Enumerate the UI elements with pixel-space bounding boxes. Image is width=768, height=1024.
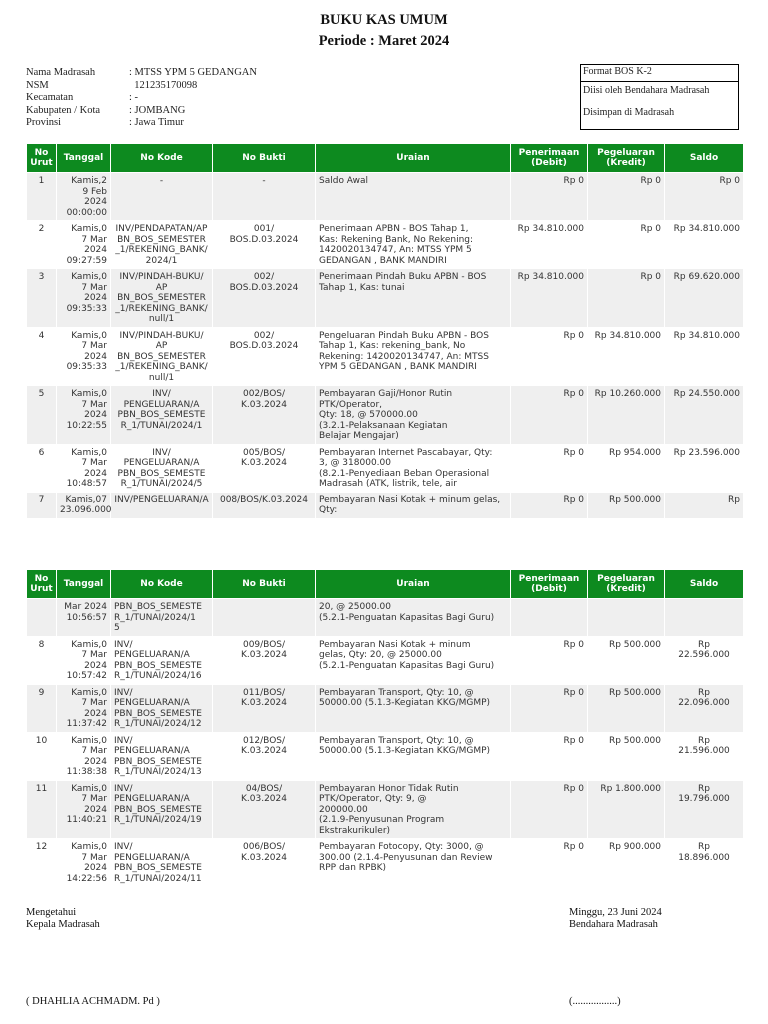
- table-row: [27, 173, 744, 221]
- row-credit: Rp 34.810.000: [588, 327, 665, 386]
- col-no-kode: No Kode: [111, 570, 213, 599]
- col-uraian: Uraian: [316, 144, 511, 173]
- col-no-kode: No Kode: [111, 144, 213, 173]
- row-description: Pembayaran Transport, Qty: 10, @ 50000.00 (5.1.3-Kegiatan KKG/MGMP): [316, 732, 511, 780]
- table-row: [27, 684, 744, 732]
- col-no-urut: No Urut: [27, 144, 57, 173]
- row-date: Kamis,0 7 Mar 2024 11:37:42: [57, 684, 111, 732]
- row-receipt: -: [213, 173, 316, 221]
- row-balance: Rp 0: [665, 173, 744, 221]
- row-receipt: 005/BOS/ K.03.2024: [213, 444, 316, 492]
- row-code: INV/ PENGELUARAN/A PBN_BOS_SEMESTE R_1/TUNAI/2024/5: [111, 444, 213, 492]
- info-value: : Jawa Timur: [129, 117, 184, 128]
- row-debit: Rp 0: [511, 780, 588, 839]
- row-credit: Rp 0: [588, 269, 665, 328]
- format-stored-at: Disimpan di Madrasah: [583, 107, 675, 118]
- col-pengeluaran: Pegeluaran (Kredit): [588, 144, 665, 173]
- table-row: [27, 327, 744, 386]
- info-label: Provinsi: [26, 117, 62, 128]
- table-header: [27, 570, 744, 599]
- row-code: INV/ PENGELUARAN/A PBN_BOS_SEMESTE R_1/TUNAI/2024/16: [111, 636, 213, 684]
- treasurer-label: Bendahara Madrasah: [569, 919, 658, 930]
- row-description: Pembayaran Fotocopy, Qty: 3000, @ 300.00 (2.1.4-Penyusunan dan Review RPP dan RPBK): [316, 839, 511, 887]
- row-number: 12: [27, 839, 57, 887]
- row-receipt: 008/BOS/K.03.2024: [213, 492, 316, 518]
- info-label: Kabupaten / Kota: [26, 104, 101, 116]
- row-debit: Rp 0: [511, 444, 588, 492]
- row-credit: Rp 0: [588, 221, 665, 269]
- sign-date: Minggu, 23 Juni 2024: [569, 907, 662, 918]
- info-value: : -: [129, 92, 139, 103]
- row-balance: Rp 24.550.000: [665, 386, 744, 445]
- cash-ledger-table-1: [26, 143, 744, 519]
- row-number: 7: [27, 492, 57, 518]
- info-label: Nama Madrasah: [26, 67, 96, 78]
- row-date: Mar 2024 10:56:57: [57, 599, 111, 637]
- info-label: Kecamatan: [26, 92, 74, 103]
- table-header: [27, 144, 744, 173]
- table-row: [27, 636, 744, 684]
- row-receipt: 002/ BOS.D.03.2024: [213, 269, 316, 328]
- col-tanggal: Tanggal: [57, 144, 111, 173]
- row-number: 11: [27, 780, 57, 839]
- row-date: Kamis,0 7 Mar 2024 10:22:55: [57, 386, 111, 445]
- table-row: [27, 732, 744, 780]
- row-code: INV/ PENGELUARAN/A PBN_BOS_SEMESTE R_1/TUNAI/2024/1: [111, 386, 213, 445]
- row-credit: Rp 500.000: [588, 732, 665, 780]
- row-credit: Rp 500.000: [588, 636, 665, 684]
- row-number: 8: [27, 636, 57, 684]
- row-debit: Rp 0: [511, 492, 588, 518]
- row-code: -: [111, 173, 213, 221]
- col-pengeluaran: Pegeluaran (Kredit): [588, 570, 665, 599]
- table-row: [27, 780, 744, 839]
- row-description: Penerimaan Pindah Buku APBN - BOS Tahap 1, Kas: tunai: [316, 269, 511, 328]
- row-number: 5: [27, 386, 57, 445]
- row-code: INV/ PENGELUARAN/A PBN_BOS_SEMESTE R_1/TUNAI/2024/11: [111, 839, 213, 887]
- row-balance: Rp 23.596.000: [665, 444, 744, 492]
- row-date: Kamis,0 7 Mar 2024 09:35:33: [57, 327, 111, 386]
- row-debit: Rp 0: [511, 386, 588, 445]
- row-credit: Rp 10.260.000: [588, 386, 665, 445]
- row-receipt: 001/ BOS.D.03.2024: [213, 221, 316, 269]
- row-debit: Rp 0: [511, 173, 588, 221]
- info-value: 121235170098: [129, 79, 198, 91]
- table-row: [27, 839, 744, 887]
- table-row: [27, 269, 744, 328]
- col-saldo: Saldo: [665, 570, 744, 599]
- row-receipt: 009/BOS/ K.03.2024: [213, 636, 316, 684]
- row-description: 20, @ 25000.00 (5.2.1-Penguatan Kapasitas Bagi Guru): [316, 599, 511, 637]
- principal-label: Kepala Madrasah: [26, 919, 100, 930]
- report-period: Periode : Maret 2024: [318, 33, 450, 49]
- row-balance: Rp 21.596.000: [665, 732, 744, 780]
- treasurer-name: (.................): [569, 996, 621, 1007]
- row-code: INV/PINDAH-BUKU/ AP BN_BOS_SEMESTER _1/REKENING_BANK/ null/1: [111, 269, 213, 328]
- row-date: Kamis,0 7 Mar 2024 09:27:59: [57, 221, 111, 269]
- row-receipt: 002/BOS/ K.03.2024: [213, 386, 316, 445]
- row-date: Kamis,0 7 Mar 2024 10:48:57: [57, 444, 111, 492]
- row-balance: [665, 599, 744, 637]
- row-balance: Rp 22.596.000: [665, 636, 744, 684]
- row-credit: Rp 900.000: [588, 839, 665, 887]
- row-description: Pengeluaran Pindah Buku APBN - BOS Tahap 1, Kas: rekening_bank, No Rekening: 1420020134747, An: MTSS YPM 5 GEDANGAN , BANK MANDIRI: [316, 327, 511, 386]
- row-credit: Rp 0: [588, 173, 665, 221]
- row-credit: Rp 1.800.000: [588, 780, 665, 839]
- row-date: Kamis,07 23.096.000: [57, 492, 111, 518]
- row-debit: Rp 34.810.000: [511, 269, 588, 328]
- table-row: [27, 492, 744, 518]
- info-value: : MTSS YPM 5 GEDANGAN: [129, 67, 257, 78]
- row-receipt: 04/BOS/ K.03.2024: [213, 780, 316, 839]
- row-date: Kamis,0 7 Mar 2024 10:57:42: [57, 636, 111, 684]
- row-date: Kamis,0 7 Mar 2024 09:35:33: [57, 269, 111, 328]
- row-debit: Rp 0: [511, 839, 588, 887]
- col-penerimaan: Penerimaan (Debit): [511, 570, 588, 599]
- row-credit: Rp 500.000: [588, 492, 665, 518]
- row-balance: Rp 19.796.000: [665, 780, 744, 839]
- row-code: INV/PENGELUARAN/A: [111, 492, 213, 518]
- row-description: Saldo Awal: [316, 173, 511, 221]
- row-balance: Rp 22.096.000: [665, 684, 744, 732]
- row-balance: Rp: [665, 492, 744, 518]
- row-description: Pembayaran Internet Pascabayar, Qty: 3, @ 318000.00 (8.2.1-Penyediaan Beban Operasional Madrasah (ATK, listrik, tele, air: [316, 444, 511, 492]
- row-number: 3: [27, 269, 57, 328]
- report-title: BUKU KAS UMUM: [320, 12, 448, 28]
- cash-ledger-table-2: [26, 569, 744, 887]
- row-description: Pembayaran Gaji/Honor Rutin PTK/Operator, Qty: 18, @ 570000.00 (3.2.1-Pelaksanaan Kegiatan Belajar Mengajar): [316, 386, 511, 445]
- row-number: 9: [27, 684, 57, 732]
- row-debit: Rp 0: [511, 327, 588, 386]
- row-code: INV/PENDAPATAN/AP BN_BOS_SEMESTER _1/REKENING_BANK/ 2024/1: [111, 221, 213, 269]
- row-description: Pembayaran Transport, Qty: 10, @ 50000.00 (5.1.3-Kegiatan KKG/MGMP): [316, 684, 511, 732]
- row-code: INV/ PENGELUARAN/A PBN_BOS_SEMESTE R_1/TUNAI/2024/13: [111, 732, 213, 780]
- row-description: Pembayaran Nasi Kotak + minum gelas, Qty:: [316, 492, 511, 518]
- format-filled-by: Diisi oleh Bendahara Madrasah: [583, 85, 710, 96]
- row-number: 2: [27, 221, 57, 269]
- known-by-label: Mengetahui: [26, 907, 77, 918]
- col-uraian: Uraian: [316, 570, 511, 599]
- row-code: INV/ PENGELUARAN/A PBN_BOS_SEMESTE R_1/TUNAI/2024/19: [111, 780, 213, 839]
- col-no-bukti: No Bukti: [213, 144, 316, 173]
- row-date: Kamis,0 7 Mar 2024 11:38:38: [57, 732, 111, 780]
- col-tanggal: Tanggal: [57, 570, 111, 599]
- table-row: [27, 221, 744, 269]
- col-penerimaan: Penerimaan (Debit): [511, 144, 588, 173]
- row-balance: Rp 18.896.000: [665, 839, 744, 887]
- row-date: Kamis,0 7 Mar 2024 11:40:21: [57, 780, 111, 839]
- table-row: [27, 599, 744, 637]
- col-no-bukti: No Bukti: [213, 570, 316, 599]
- row-number: 1: [27, 173, 57, 221]
- row-receipt: 011/BOS/ K.03.2024: [213, 684, 316, 732]
- row-date: Kamis,2 9 Feb 2024 00:00:00: [57, 173, 111, 221]
- info-label: NSM: [26, 79, 49, 91]
- row-receipt: 012/BOS/ K.03.2024: [213, 732, 316, 780]
- row-balance: Rp 69.620.000: [665, 269, 744, 328]
- row-credit: Rp 954.000: [588, 444, 665, 492]
- row-description: Pembayaran Nasi Kotak + minum gelas, Qty: 20, @ 25000.00 (5.2.1-Penguatan Kapasitas Bagi Guru): [316, 636, 511, 684]
- row-code: PBN_BOS_SEMESTE R_1/TUNAI/2024/1 5: [111, 599, 213, 637]
- row-balance: Rp 34.810.000: [665, 327, 744, 386]
- row-debit: Rp 34.810.000: [511, 221, 588, 269]
- format-code: Format BOS K-2: [581, 65, 738, 82]
- principal-name: ( DHAHLIA ACHMADM. Pd ): [26, 996, 160, 1007]
- row-number: 6: [27, 444, 57, 492]
- row-code: INV/PINDAH-BUKU/ AP BN_BOS_SEMESTER _1/REKENING_BANK/ null/1: [111, 327, 213, 386]
- row-credit: [588, 599, 665, 637]
- row-debit: [511, 599, 588, 637]
- row-number: 10: [27, 732, 57, 780]
- row-receipt: 002/ BOS.D.03.2024: [213, 327, 316, 386]
- row-debit: Rp 0: [511, 684, 588, 732]
- row-balance: Rp 34.810.000: [665, 221, 744, 269]
- table-row: [27, 386, 744, 445]
- table-row: [27, 444, 744, 492]
- col-no-urut: No Urut: [27, 570, 57, 599]
- row-description: Pembayaran Honor Tidak Rutin PTK/Operator, Qty: 9, @ 200000.00 (2.1.9-Penyusunan Program Ekstrakurikuler): [316, 780, 511, 839]
- row-credit: Rp 500.000: [588, 684, 665, 732]
- row-receipt: [213, 599, 316, 637]
- row-date: Kamis,0 7 Mar 2024 14:22:56: [57, 839, 111, 887]
- row-debit: Rp 0: [511, 732, 588, 780]
- row-code: INV/ PENGELUARAN/A PBN_BOS_SEMESTE R_1/TUNAI/2024/12: [111, 684, 213, 732]
- row-receipt: 006/BOS/ K.03.2024: [213, 839, 316, 887]
- row-debit: Rp 0: [511, 636, 588, 684]
- row-number: [27, 599, 57, 637]
- info-value: : JOMBANG: [129, 104, 186, 116]
- col-saldo: Saldo: [665, 144, 744, 173]
- row-description: Penerimaan APBN - BOS Tahap 1, Kas: Rekening Bank, No Rekening: 1420020134747, An: MTSS YPM 5 GEDANGAN , BANK MANDIRI: [316, 221, 511, 269]
- row-number: 4: [27, 327, 57, 386]
